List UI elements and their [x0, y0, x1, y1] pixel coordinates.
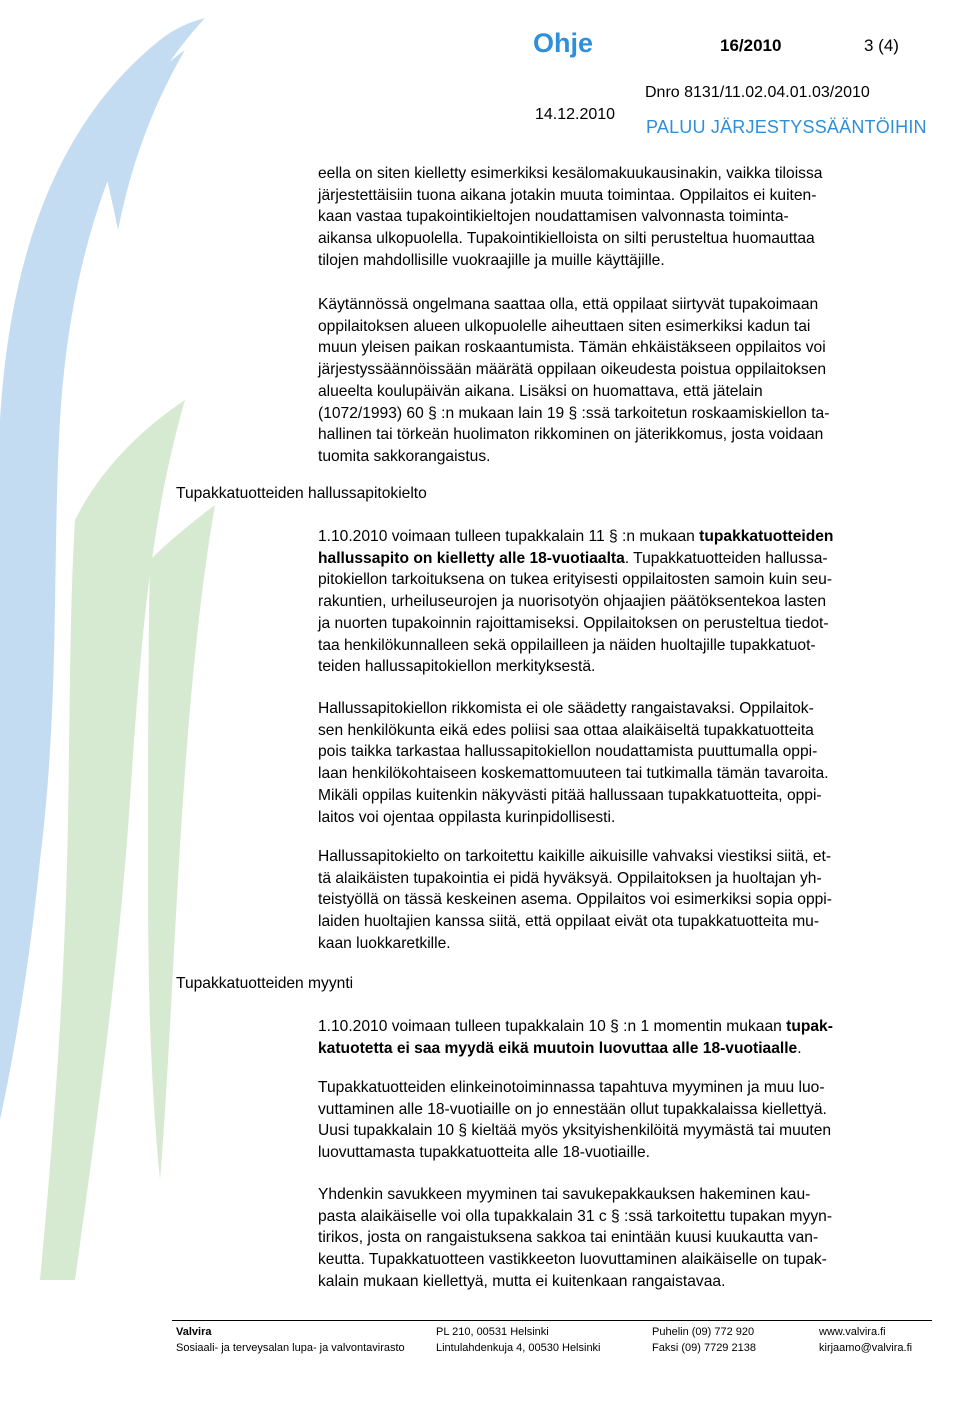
text-line: pasta alaikäiselle voi olla tupakkalain 31 c § :ssä tarkoitettu tupakan myyn- — [318, 1207, 833, 1225]
footer-website-link[interactable]: www.valvira.fi — [819, 1326, 886, 1338]
footer-divider — [172, 1320, 932, 1321]
page-indicator: 3 (4) — [864, 36, 899, 55]
paragraph-8 — [318, 1184, 930, 1293]
text-line: keutta. Tupakkatuotteen vastikkeeton luovuttaminen alaikäiselle on tupak- — [318, 1251, 827, 1269]
footer-org-name: Valvira — [176, 1326, 212, 1338]
paragraph-7 — [318, 1077, 930, 1164]
document-date: 14.12.2010 — [535, 106, 616, 123]
paragraph-3 — [318, 526, 930, 678]
text-line: hallinen tai törkeän huolimaton rikkominen on jäterikkomus, josta voidaan — [318, 426, 824, 444]
text-span: 1.10.2010 voimaan tulleen tupakkalain 11 § :n mukaan — [318, 528, 700, 545]
text-line — [318, 1038, 930, 1060]
text-line: pois taikka tarkastaa hallussapitokiellon noudattamista puuttumalla oppi- — [318, 743, 818, 761]
text-line: järjestyssäännöissään määrätä oppilaan oikeudesta poistua oppilaitoksen — [318, 361, 826, 379]
text-line: Yhdenkin savukkeen myyminen tai savukepakkauksen hakeminen kau- — [318, 1186, 811, 1203]
text-line: tirikos, josta on rangaistuksena sakkoa tai enintään kuusi kuukautta van- — [318, 1229, 819, 1247]
bold-text: tupak- — [786, 1018, 833, 1035]
paragraph-6 — [318, 1016, 930, 1059]
text-line: ja nuorten tupakoinnin rajoittamiseksi. Oppilaitoksen on perusteltua tiedot- — [318, 614, 829, 632]
text-line: Mikäli oppilas kuitenkin näkyvästi pitää hallussaan tupakkatuotteita, oppi- — [318, 786, 822, 804]
paragraph-4 — [318, 698, 930, 828]
footer-fax: Faksi (09) 7729 2138 — [652, 1342, 756, 1354]
text-line: luovuttamasta tupakkatuotteita alle 18-vuotiaille. — [318, 1144, 650, 1162]
diary-number: Dnro 8131/11.02.04.01.03/2010 — [645, 84, 870, 101]
text-line: Hallussapitokiellon rikkomista ei ole säädetty rangaistavaksi. Oppilaitok- — [318, 700, 814, 717]
text-line: tä alaikäisten tupakointia ei pidä hyväksyä. Oppilaitoksen ja huoltajan yh- — [318, 869, 822, 887]
text-line: teiden hallussapitokiellon merkityksestä. — [318, 658, 596, 676]
text-line: kalain mukaan kiellettyä, mutta ei kuitenkaan rangaistavaa. — [318, 1272, 726, 1290]
bold-text: hallussapito on kielletty alle 18-vuotiaalta — [318, 549, 625, 567]
decorative-swoosh-graphic — [0, 0, 240, 1330]
text-line: teistyöllä on tässä keskeinen asema. Oppilaitos voi esimerkiksi sopia oppi- — [318, 891, 832, 909]
footer-phone: Puhelin (09) 772 920 — [652, 1326, 755, 1338]
text-line: Hallussapitokielto on tarkoitettu kaikille aikuisille vahvaksi viestiksi siitä, et- — [318, 848, 832, 865]
text-line: laitos voi ojentaa oppilasta kurinpidollisesti. — [318, 808, 616, 826]
text-line: (1072/1993) 60 § :n mukaan lain 19 § :ssä tarkoitetun roskaamiskiellon ta- — [318, 404, 830, 422]
text-line: muun yleisen paikan roskaantumista. Tämän ehkäistäkseen oppilaitos voi — [318, 339, 826, 357]
text-line: laiden huoltajien kanssa siitä, että oppilaat eivät ota tupakkatuotteita mu- — [318, 913, 820, 931]
document-number: 16/2010 — [720, 36, 782, 55]
footer-email-link[interactable]: kirjaamo@valvira.fi — [819, 1342, 913, 1354]
text-line: tuomita sakkorangaistus. — [318, 447, 491, 465]
text-line: rakuntien, urheiluseurojen ja nuorisotyön ohjaajien päätöksentekoa lasten — [318, 593, 827, 611]
paragraph-1 — [318, 163, 930, 272]
text-span: 1.10.2010 voimaan tulleen tupakkalain 10 § :n 1 momentin mukaan — [318, 1018, 787, 1035]
text-line: eella on siten kielletty esimerkiksi kesälomakuukausinakin, vaikka tiloissa — [318, 165, 823, 182]
green-swoosh-strip — [148, 505, 215, 1180]
section-heading-sales: Tupakkatuotteiden myynti — [176, 975, 354, 992]
text-line: sen henkilökunta eikä edes poliisi saa ottaa alaikäiseltä tupakkatuotteita — [318, 721, 814, 739]
text-line: taa henkilökunnalleen sekä oppilailleen ja näiden huoltajille tupakkatuot- — [318, 636, 816, 654]
text-span: . — [797, 1039, 802, 1057]
footer-street-address: Lintulahdenkuja 4, 00530 Helsinki — [436, 1342, 601, 1354]
text-line — [318, 526, 930, 548]
text-line: kaan luokkaretkille. — [318, 934, 451, 952]
text-line: tilojen mahdollisille vuokraajille ja muille käyttäjille. — [318, 251, 665, 269]
back-to-rules-link[interactable]: PALUU JÄRJESTYSSÄÄNTÖIHIN — [646, 117, 927, 137]
text-line — [318, 1016, 930, 1038]
text-line: kaan vastaa tupakointikieltojen noudattamisen valvonnasta toiminta- — [318, 208, 789, 226]
text-line: pitokiellon tarkoituksena on tukea erityisesti oppilaitosten samoin kuin seu- — [318, 571, 833, 589]
text-line: oppilaitoksen alueen ulkopuolelle aiheuttaen siten esimerkiksi kadun tai — [318, 317, 811, 335]
text-line: vuttaminen alle 18-vuotiaille on jo ennestään ollut tupakkalaissa kiellettyä. — [318, 1100, 827, 1118]
text-line: järjestettäisiin tuona aikana jotakin muuta toimintaa. Oppilaitos ei kuiten- — [318, 186, 817, 204]
bold-text: katuotetta ei saa myydä eikä muutoin luovuttaa alle 18-vuotiaalle — [318, 1039, 798, 1057]
text-line — [318, 548, 930, 570]
text-span: . Tupakkatuotteiden hallussa- — [624, 549, 828, 567]
text-line: Uusi tupakkalain 10 § kieltää myös yksityishenkilöitä myymästä tai muuten — [318, 1122, 832, 1140]
paragraph-5 — [318, 846, 930, 955]
document-type-title: Ohje — [533, 28, 594, 58]
text-line: Käytännössä ongelmana saattaa olla, että oppilaat siirtyvät tupakoimaan — [318, 296, 819, 313]
footer-postal-address: PL 210, 00531 Helsinki — [436, 1326, 549, 1338]
text-line: alueelta koulupäivän aikana. Lisäksi on huomattava, että jätelain — [318, 382, 763, 400]
text-line: aikansa ulkopuolella. Tupakointikielloista on silti perusteltua huomauttaa — [318, 230, 815, 248]
bold-text: tupakkatuotteiden — [699, 528, 834, 545]
section-heading-possession-ban: Tupakkatuotteiden hallussapitokielto — [176, 485, 427, 502]
footer-org-full-name: Sosiaali- ja terveysalan lupa- ja valvontavirasto — [176, 1342, 405, 1354]
text-line: laan henkilökohtaiseen koskemattomuuteen tai tutkimalla tämän tavaroita. — [318, 765, 829, 783]
text-line: Tupakkatuotteiden elinkeinotoiminnassa tapahtuva myyminen ja muu luo- — [318, 1079, 825, 1096]
paragraph-2 — [318, 294, 930, 468]
